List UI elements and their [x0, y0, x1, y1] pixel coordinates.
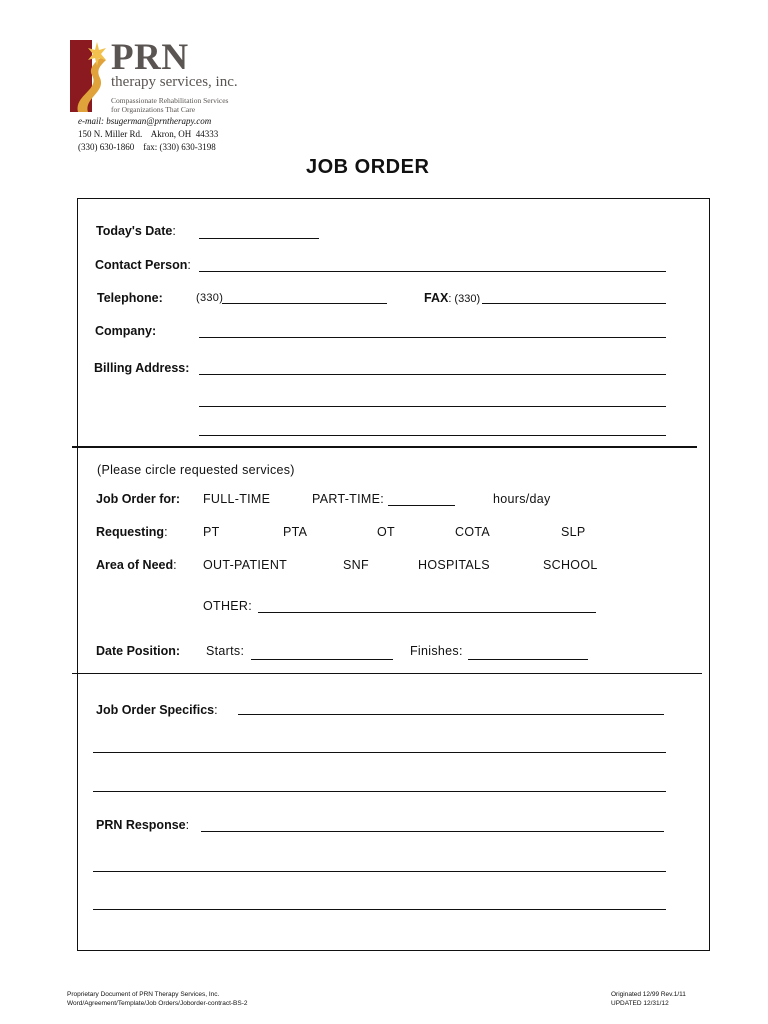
other-label: OTHER:	[203, 599, 253, 613]
option-out-patient[interactable]: OUT-PATIENT	[203, 558, 288, 572]
page-title: JOB ORDER	[306, 156, 430, 178]
job-order-specifics-label: Job Order Specifics:	[96, 703, 218, 717]
option-pt[interactable]: PT	[203, 525, 220, 539]
option-full-time[interactable]: FULL-TIME	[203, 492, 271, 506]
option-school[interactable]: SCHOOL	[543, 558, 598, 572]
starts-label: Starts:	[206, 644, 245, 658]
specifics-field-2[interactable]	[93, 752, 666, 753]
option-snf[interactable]: SNF	[343, 558, 369, 572]
option-hospitals[interactable]: HOSPITALS	[418, 558, 490, 572]
option-pta[interactable]: PTA	[283, 525, 308, 539]
fax-field[interactable]	[482, 303, 666, 304]
telephone-field[interactable]	[222, 303, 387, 304]
billing-address-field-3[interactable]	[199, 435, 666, 436]
brand-tagline-1: Compassionate Rehabilitation Services	[111, 96, 229, 105]
finishes-label: Finishes:	[410, 644, 463, 658]
contact-person-field[interactable]	[199, 271, 666, 272]
date-position-label: Date Position:	[96, 644, 181, 658]
option-part-time[interactable]: PART-TIME:	[312, 492, 384, 506]
contact-person-label: Contact Person:	[95, 258, 191, 272]
requesting-label: Requesting:	[96, 525, 168, 539]
todays-date-field[interactable]	[199, 238, 319, 239]
company-field[interactable]	[199, 337, 666, 338]
other-field[interactable]	[258, 612, 596, 613]
response-field-2[interactable]	[93, 871, 666, 872]
option-slp[interactable]: SLP	[561, 525, 586, 539]
response-field-1[interactable]	[201, 831, 664, 832]
billing-address-field-2[interactable]	[199, 406, 666, 407]
finishes-field[interactable]	[468, 659, 588, 660]
footer-proprietary: Proprietary Document of PRN Therapy Services, Inc.	[67, 991, 220, 998]
response-field-3[interactable]	[93, 909, 666, 910]
footer-updated: UPDATED 12/31/12	[611, 1000, 669, 1007]
specifics-field-3[interactable]	[93, 791, 666, 792]
hours-day-label: hours/day	[493, 492, 551, 506]
area-of-need-label: Area of Need:	[96, 558, 177, 572]
section-divider-2	[72, 673, 702, 674]
logo-mark-icon	[70, 40, 106, 112]
brand-name: PRN	[111, 37, 189, 78]
contact-address: 150 N. Miller Rd. Akron, OH 44333	[78, 129, 219, 139]
footer-originated: Originated 12/99 Rev.1/11	[611, 991, 686, 998]
part-time-hours-field[interactable]	[388, 505, 455, 506]
todays-date-label: Today's Date:	[96, 224, 176, 238]
footer-path: Word/Agreement/Template/Job Orders/Joborder-contract-BS-2	[67, 1000, 248, 1007]
option-cota[interactable]: COTA	[455, 525, 490, 539]
option-ot[interactable]: OT	[377, 525, 395, 539]
telephone-prefix: (330)	[196, 292, 224, 304]
section-divider-1	[72, 446, 697, 448]
prn-response-label: PRN Response:	[96, 818, 190, 832]
fax-label: FAX: (330)	[424, 291, 481, 305]
contact-phones: (330) 630-1860 fax: (330) 630-3198	[78, 142, 216, 152]
services-instruction: (Please circle requested services)	[97, 463, 295, 477]
telephone-label: Telephone:	[97, 291, 163, 305]
contact-email: e-mail: bsugerman@prntherapy.com	[78, 116, 212, 126]
job-order-for-label: Job Order for:	[96, 492, 181, 506]
brand-subtitle: therapy services, inc.	[111, 74, 238, 90]
billing-address-label: Billing Address:	[94, 361, 190, 375]
specifics-field-1[interactable]	[238, 714, 664, 715]
company-label: Company:	[95, 324, 157, 338]
form-frame	[77, 198, 710, 951]
brand-tagline-2: for Organizations That Care	[111, 105, 196, 114]
billing-address-field-1[interactable]	[199, 374, 666, 375]
starts-field[interactable]	[251, 659, 393, 660]
